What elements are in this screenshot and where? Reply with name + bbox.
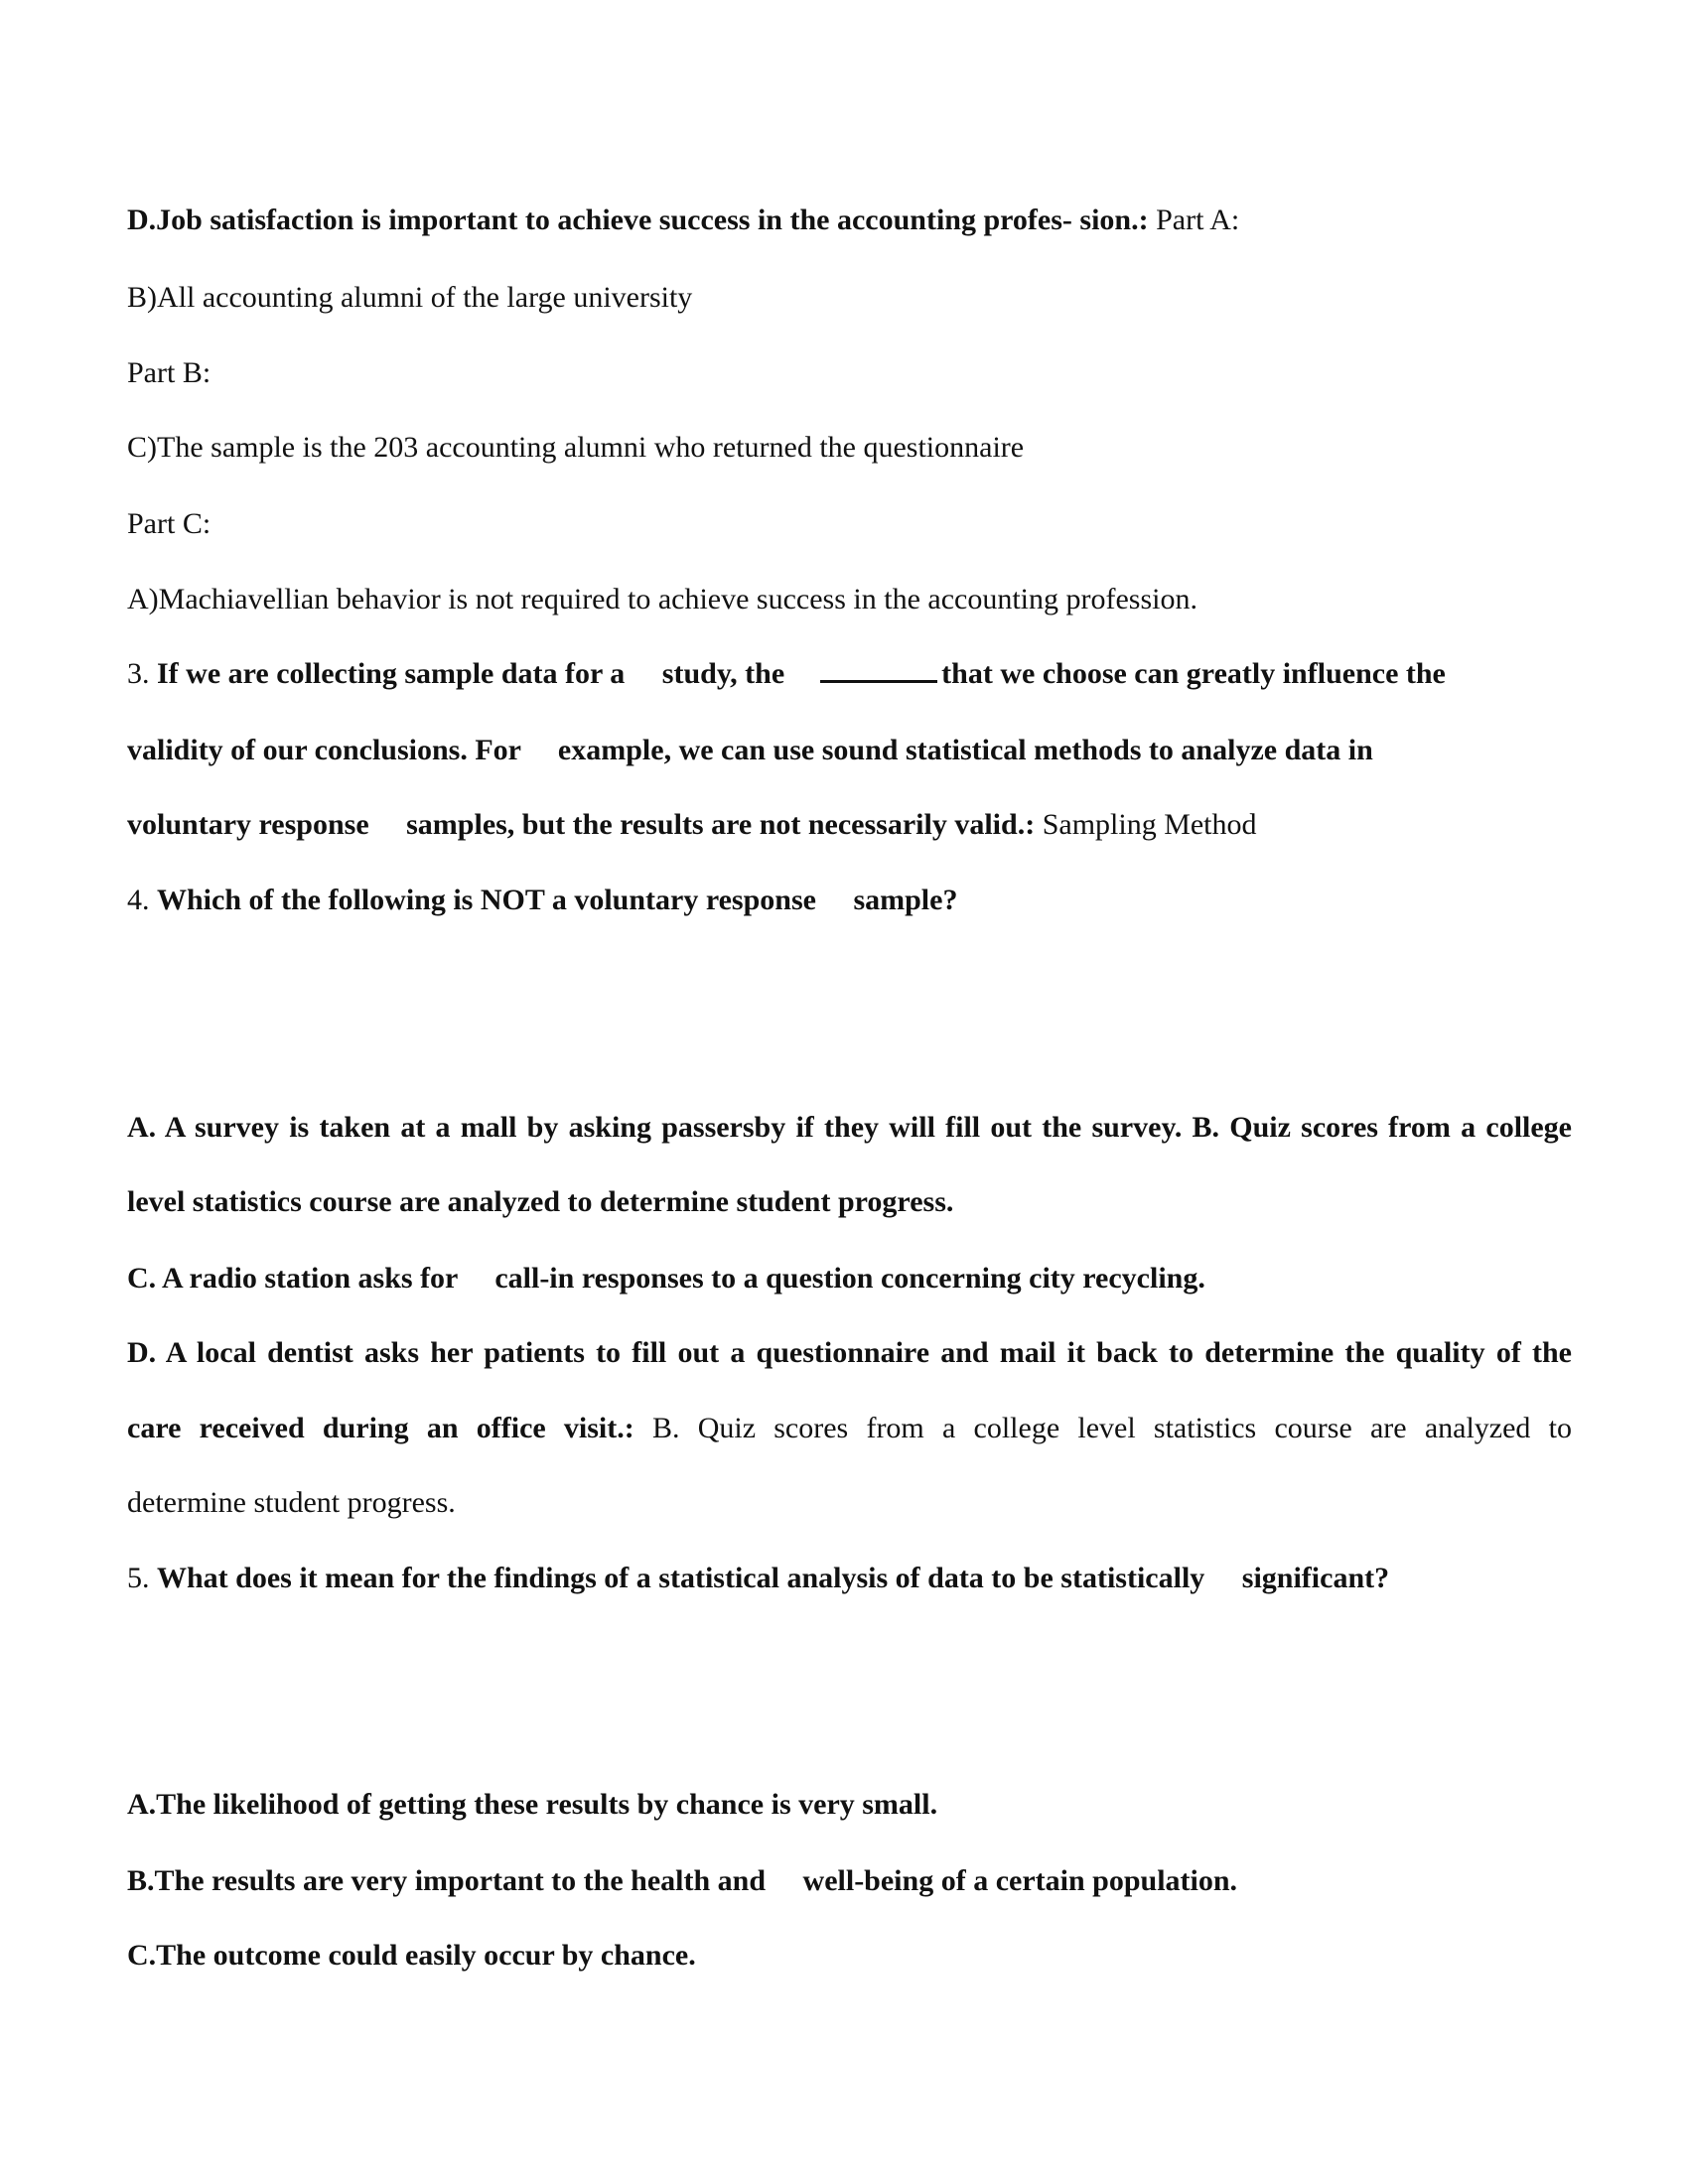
q5-question-line [127,1561,1389,1596]
q2-option-d: D.Job satisfaction is important to achieve success in the accounting profes- sion.: [127,204,1149,236]
q4-option-c [127,1261,1205,1297]
q3-text-3: voluntary response samples, but the results are not necessarily valid.: [127,808,1036,841]
q4-question: Which of the following is NOT a voluntary response sample? [157,884,958,916]
q3-answer: Sampling Method [1035,808,1257,841]
q4-option-b-cont-text: level statistics course are analyzed to determine student progress. [127,1185,954,1218]
q5-option-b-text: B.The results are very important to the health and well-being of a certain population. [127,1864,1238,1897]
q3-text-2: validity of our conclusions. For example, we can use sound statistical methods to analyze data in [127,734,1373,766]
q4-answer-2: determine student progress. [127,1486,456,1519]
q2-part-b-answer: C)The sample is the 203 accounting alumni who returned the questionnaire [127,431,1025,464]
q4-option-d2-text: care received during an office visit.: [127,1412,634,1444]
q4-option-d1-text: D. A local dentist asks her patients to fill out a questionnaire and mail it back to determine the quality of the [127,1336,1572,1369]
q4-option-ab-text: A. A survey is taken at a mall by asking passersby if they will fill out the survey. B. Quiz scores from a college [127,1111,1572,1144]
q2-part-a-answer: B)All accounting alumni of the large university [127,281,693,314]
q4-option-b-cont [127,1184,953,1220]
q4-option-d-2 [127,1411,1572,1446]
q4-options-ab [127,1110,1572,1146]
q4-number: 4. [127,884,157,916]
q4-question-line [127,883,957,918]
q5-option-b [127,1863,1237,1899]
q4-option-c-text: C. A radio station asks for call-in responses to a question concerning city recycling. [127,1262,1205,1295]
q5-option-c-text: C.The outcome could easily occur by chance. [127,1939,696,1972]
q2-part-b-label: Part B: [127,356,211,389]
q3-text-1a: If we are collecting sample data for a study, the [157,657,785,690]
q3-text-1b: that we choose can greatly influence the [941,657,1446,690]
q2-part-c-answer: A)Machiavellian behavior is not required to achieve success in the accounting profession. [127,583,1197,615]
q2-part-c-label: Part C: [127,507,211,540]
q3-line-2 [127,733,1373,768]
q3-line-1 [127,656,1446,692]
q5-option-a-text: A.The likelihood of getting these results by chance is very small. [127,1788,938,1821]
fill-in-blank [820,658,937,683]
q4-answer-1: B. Quiz scores from a college level statistics course are analyzed to [633,1412,1572,1444]
q2-option-d-line [127,203,1239,238]
q5-option-c [127,1938,696,1974]
q3-number: 3. [127,657,157,690]
q5-number: 5. [127,1562,157,1594]
q5-option-a [127,1787,937,1823]
q5-question: What does it mean for the findings of a statistical analysis of data to be statistically significant? [157,1562,1390,1594]
q4-option-d-1 [127,1335,1572,1371]
q2-part-a-label: Part A: [1148,204,1240,236]
q3-line-3 [127,807,1257,843]
